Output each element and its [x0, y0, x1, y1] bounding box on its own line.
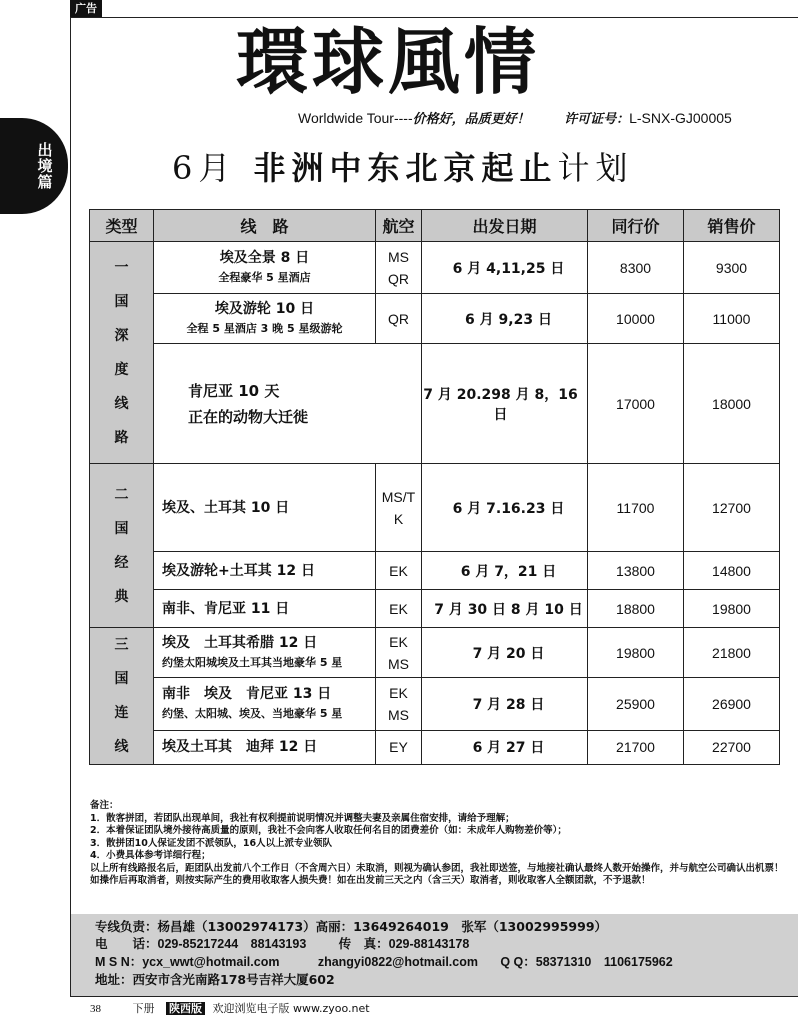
section-tab-char: 境 [37, 157, 53, 175]
page-title [172, 146, 634, 190]
section-tab-char: 篇 [37, 173, 53, 191]
title-tail: 计划 [557, 149, 634, 187]
footer-edition: 陕西版 [166, 1002, 205, 1015]
route-cell: 埃及、土耳其 10 日 [154, 464, 376, 552]
date-cell: 7 月 20.298 月 8，16 日 [422, 344, 588, 464]
sale-price-cell: 26900 [684, 678, 780, 730]
airline-cell: EK MS [376, 678, 422, 730]
date-cell: 6 月 7，21 日 [422, 552, 588, 590]
license-number: L-SNX-GJ00005 [629, 110, 732, 126]
title-main: 非洲中东北京起止 [253, 149, 558, 187]
table-row [90, 590, 780, 628]
header-sale-price: 销售价 [684, 210, 780, 242]
date-cell: 6 月 4,11,25 日 [422, 242, 588, 294]
peer-price-cell: 11700 [588, 464, 684, 552]
note-item: 3．散拼团10人保证发团不派领队，16人以上派专业领队 [90, 837, 333, 849]
table-header [90, 210, 780, 242]
note-item: 1．散客拼团，若团队出现单间，我社有权利提前说明情况并调整夫妻及亲属住宿安排，请给予理解； [90, 812, 515, 824]
date-cell: 7 月 28 日 [422, 678, 588, 730]
route-cell: 埃及游轮+土耳其 12 日 [154, 552, 376, 590]
peer-price-cell: 21700 [588, 730, 684, 764]
table-row [90, 294, 780, 344]
date-cell: 6 月 27 日 [422, 730, 588, 764]
footer-volume: 下册 [132, 1002, 155, 1015]
header-date: 出发日期 [422, 210, 588, 242]
sale-price-cell: 19800 [684, 590, 780, 628]
date-cell: 6 月 9,23 日 [422, 294, 588, 344]
peer-price-cell: 18800 [588, 590, 684, 628]
page-footer [90, 1000, 370, 1016]
header-peer-price: 同行价 [588, 210, 684, 242]
route-cell: 肯尼亚 10 天 正在的动物大迁徙 [154, 344, 422, 464]
header-route: 线 路 [154, 210, 376, 242]
airline-cell: EK MS [376, 628, 422, 678]
tour-table [89, 209, 780, 765]
contact-msn: M S N：ycx_wwt@hotmail.com zhangyi0822@hotmail.com Q Q：58371310 1106175962 [95, 955, 673, 969]
note-item: 2．本着保证团队境外接待高质量的原则，我社不会向客人收取任何名目的团费差价（如：未成年人购物差价等）； [90, 825, 567, 836]
peer-price-cell: 19800 [588, 628, 684, 678]
peer-price-cell: 8300 [588, 242, 684, 294]
sale-price-cell: 11000 [684, 294, 780, 344]
peer-price-cell: 17000 [588, 344, 684, 464]
section-tab-char: 出 [37, 141, 53, 159]
table-row [90, 464, 780, 552]
page-number: 38 [90, 1003, 101, 1015]
route-cell: 埃及游轮 10 日 全程 5 星酒店 3 晚 5 星级游轮 [154, 294, 376, 344]
table-row [90, 628, 780, 678]
note-terms: 以上所有线路报名后，距团队出发前八个工作日（不含周六日）未取消，则视为确认参团，我社即送签，与地接社确认最终人数开始操作，并与航空公司确认出机票！如操作后再取消者，则按实际产生的费用收取客人损失费！如在出发前三天之内（含三天）取消者，则收取客人全额团款，不予退款！ [90, 862, 784, 886]
section-tab [0, 118, 68, 214]
airline-cell: EK [376, 552, 422, 590]
note-item: 4．小费具体参考详细行程； [90, 850, 211, 861]
notes [90, 800, 790, 888]
category-cell: 三 国 连 线 [90, 628, 154, 765]
route-cell: 埃及土耳其 迪拜 12 日 [154, 730, 376, 764]
contact-phone: 电 话：029-85217244 88143193 传 真：029-88143178 [95, 936, 470, 951]
contact-box [71, 914, 798, 996]
airline-cell: QR [376, 294, 422, 344]
sale-price-cell: 18000 [684, 344, 780, 464]
peer-price-cell: 25900 [588, 678, 684, 730]
title-month: 6月 [172, 149, 237, 187]
peer-price-cell: 13800 [588, 552, 684, 590]
table-row [90, 242, 780, 294]
table-row [90, 678, 780, 730]
date-cell: 6 月 7.16.23 日 [422, 464, 588, 552]
route-cell: 南非 埃及 肯尼亚 13 日 约堡、太阳城、埃及、当地豪华 5 星 [154, 678, 376, 730]
license-label: 许可证号： [564, 112, 630, 127]
footer-welcome: 欢迎浏览电子版 www.zyoo.net [212, 1002, 370, 1015]
sale-price-cell: 21800 [684, 628, 780, 678]
airline-cell: MS QR [376, 242, 422, 294]
msn-email-1: ycx_wwt@hotmail.com [142, 955, 280, 969]
notes-heading: 备注： [90, 800, 119, 811]
airline-cell: EY [376, 730, 422, 764]
tagline-cn: 价格好，品质更好！ [412, 112, 530, 127]
ad-tag: 广告 [70, 0, 102, 17]
table-row [90, 552, 780, 590]
sale-price-cell: 9300 [684, 242, 780, 294]
category-cell: 一 国 深 度 线 路 [90, 242, 154, 464]
route-cell: 埃及 土耳其希腊 12 日 约堡太阳城埃及土耳其当地豪华 5 星 [154, 628, 376, 678]
route-cell: 南非、肯尼亚 11 日 [154, 590, 376, 628]
contact-address: 地址：西安市含光南路178号吉祥大厦602 [95, 972, 335, 987]
category-cell: 二 国 经 典 [90, 464, 154, 628]
tagline [298, 108, 732, 127]
peer-price-cell: 10000 [588, 294, 684, 344]
msn-email-2: zhangyi0822@hotmail.com [317, 955, 478, 969]
header-type: 类型 [90, 210, 154, 242]
contact-managers: 专线负责：杨昌雄（13002974173）高丽：13649264019 张军（13002995999） [95, 919, 608, 934]
sale-price-cell: 14800 [684, 552, 780, 590]
sale-price-cell: 22700 [684, 730, 780, 764]
date-cell: 7 月 20 日 [422, 628, 588, 678]
sale-price-cell: 12700 [684, 464, 780, 552]
tagline-en: Worldwide Tour---- [298, 110, 413, 126]
route-cell: 埃及全景 8 日 全程豪华 5 星酒店 [154, 242, 376, 294]
airline-cell: EK [376, 590, 422, 628]
header-airline: 航空 [376, 210, 422, 242]
date-cell: 7 月 30 日 8 月 10 日 [422, 590, 588, 628]
table-row [90, 344, 780, 464]
table-row [90, 730, 780, 764]
airline-cell: MS/T K [376, 464, 422, 552]
brand-logo: 環球風情 [236, 19, 541, 104]
